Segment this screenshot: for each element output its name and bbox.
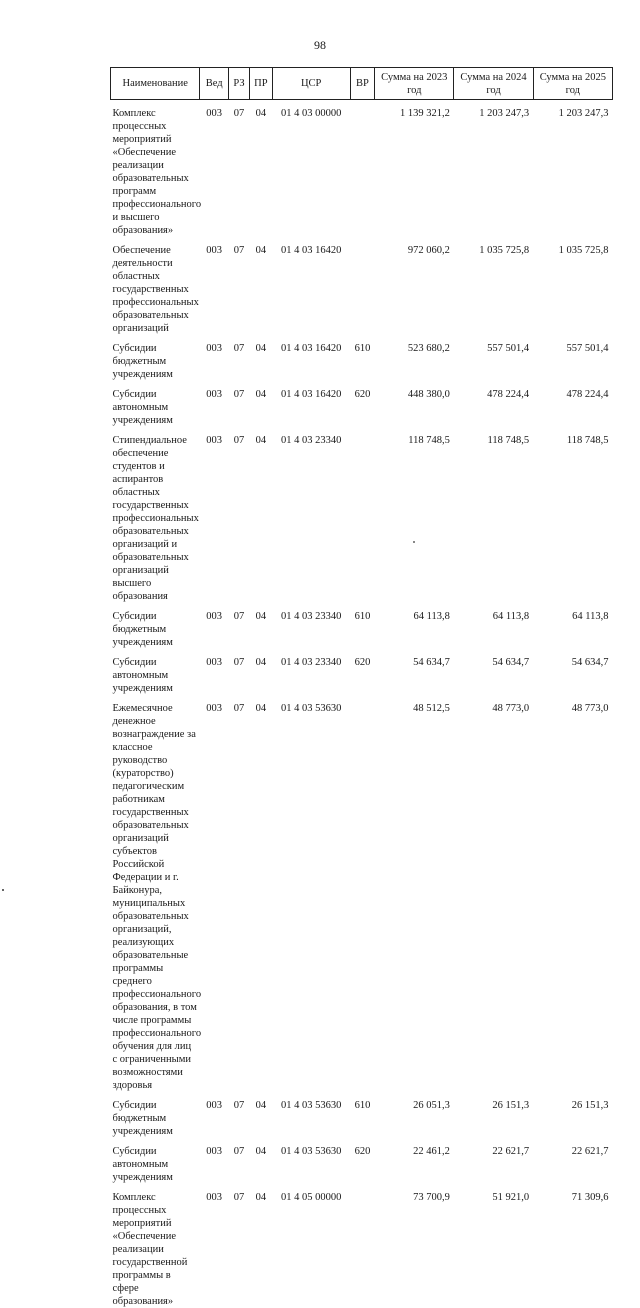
row-csr: 01 4 03 16420 bbox=[280, 245, 342, 256]
row-sum-2024: 54 634,7 bbox=[492, 657, 530, 668]
row-sum-2024: 51 921,0 bbox=[492, 1192, 530, 1203]
table-row bbox=[111, 610, 613, 649]
row-vr bbox=[350, 107, 374, 237]
table-row bbox=[111, 702, 613, 1092]
row-sum-2023: 1 139 321,2 bbox=[400, 108, 450, 119]
row-sum-2024: 48 773,0 bbox=[492, 703, 530, 714]
row-ved: 003 bbox=[206, 703, 223, 714]
row-ved: 003 bbox=[206, 108, 223, 119]
row-ved: 003 bbox=[206, 1100, 223, 1111]
row-name: Субсидии автономным учреждениям bbox=[112, 657, 173, 694]
table-row bbox=[111, 434, 613, 603]
row-csr: 01 4 03 00000 bbox=[280, 108, 342, 119]
row-name: Обеспечение деятельности областных государственных профессиональных образовательных организаций bbox=[112, 245, 199, 334]
row-csr: 01 4 05 00000 bbox=[280, 1192, 342, 1203]
row-sum-2023: 523 680,2 bbox=[407, 343, 450, 354]
row-sum-2024: 118 748,5 bbox=[487, 435, 530, 446]
row-sum-2023: 448 380,0 bbox=[407, 389, 450, 400]
row-sum-2024: 26 151,3 bbox=[492, 1100, 530, 1111]
row-csr: 01 4 03 16420 bbox=[280, 343, 342, 354]
budget-table bbox=[110, 67, 613, 1308]
row-name: Стипендиальное обеспечение студентов и аспирантов областных государственных профессиональных образовательных организаций и образовательных организаций высшего образования bbox=[112, 435, 199, 602]
row-sum-2023: 22 461,2 bbox=[413, 1146, 450, 1157]
row-sum-2024: 22 621,7 bbox=[492, 1146, 530, 1157]
row-name: Субсидии бюджетным учреждениям bbox=[112, 343, 173, 380]
row-sum-2023: 64 113,8 bbox=[413, 611, 450, 622]
row-sum-2025: 48 773,0 bbox=[571, 703, 609, 714]
row-rz: 07 bbox=[233, 703, 245, 714]
row-ved: 003 bbox=[206, 657, 223, 668]
row-vr bbox=[350, 1191, 374, 1308]
row-pr: 04 bbox=[255, 657, 267, 668]
row-pr: 04 bbox=[255, 435, 267, 446]
row-sum-2024: 1 203 247,3 bbox=[479, 108, 530, 119]
header-ved: Вед bbox=[200, 68, 228, 100]
row-rz: 07 bbox=[233, 245, 245, 256]
row-rz: 07 bbox=[233, 1100, 245, 1111]
row-vr: 620 bbox=[354, 389, 371, 400]
table-row bbox=[111, 244, 613, 335]
row-ved: 003 bbox=[206, 435, 223, 446]
header-row bbox=[111, 68, 613, 100]
row-pr: 04 bbox=[255, 1146, 267, 1157]
table-row bbox=[111, 388, 613, 427]
row-sum-2025: 557 501,4 bbox=[566, 343, 609, 354]
row-pr: 04 bbox=[255, 245, 267, 256]
row-name: Субсидии автономным учреждениям bbox=[112, 389, 173, 426]
row-rz: 07 bbox=[233, 435, 245, 446]
table-row bbox=[111, 656, 613, 695]
row-csr: 01 4 03 23340 bbox=[280, 657, 342, 668]
row-pr: 04 bbox=[255, 703, 267, 714]
row-sum-2024: 64 113,8 bbox=[492, 611, 530, 622]
row-sum-2025: 26 151,3 bbox=[571, 1100, 609, 1111]
header-pr: ПР bbox=[250, 68, 272, 100]
scan-speck bbox=[413, 541, 415, 543]
header-csr: ЦСР bbox=[272, 68, 350, 100]
row-name: Субсидии бюджетным учреждениям bbox=[112, 611, 173, 648]
header-2023: Сумма на 2023 год bbox=[375, 68, 454, 100]
row-vr: 610 bbox=[354, 1100, 371, 1111]
row-name: Комплекс процессных мероприятий «Обеспечение реализации государственной программы в сфере образования» bbox=[112, 1192, 188, 1307]
row-csr: 01 4 03 16420 bbox=[280, 389, 342, 400]
row-pr: 04 bbox=[255, 611, 267, 622]
row-rz: 07 bbox=[233, 611, 245, 622]
page-number: 98 bbox=[314, 38, 326, 52]
row-pr: 04 bbox=[255, 108, 267, 119]
row-name: Субсидии автономным учреждениям bbox=[112, 1146, 173, 1183]
row-sum-2023: 972 060,2 bbox=[407, 245, 450, 256]
row-sum-2024: 1 035 725,8 bbox=[479, 245, 530, 256]
row-ved: 003 bbox=[206, 389, 223, 400]
row-csr: 01 4 03 23340 bbox=[280, 611, 342, 622]
row-ved: 003 bbox=[206, 1146, 223, 1157]
header-vr: ВР bbox=[350, 68, 374, 100]
row-rz: 07 bbox=[233, 108, 245, 119]
row-pr: 04 bbox=[255, 343, 267, 354]
row-rz: 07 bbox=[233, 343, 245, 354]
row-vr: 620 bbox=[354, 1146, 371, 1157]
row-vr bbox=[350, 434, 374, 603]
row-sum-2025: 118 748,5 bbox=[566, 435, 609, 446]
row-rz: 07 bbox=[233, 389, 245, 400]
table-row bbox=[111, 1099, 613, 1138]
row-sum-2024: 557 501,4 bbox=[487, 343, 530, 354]
row-name: Субсидии бюджетным учреждениям bbox=[112, 1100, 173, 1137]
table-row bbox=[111, 342, 613, 381]
row-sum-2025: 478 224,4 bbox=[566, 389, 609, 400]
scan-speck bbox=[2, 889, 4, 891]
row-sum-2023: 48 512,5 bbox=[413, 703, 450, 714]
row-csr: 01 4 03 53630 bbox=[280, 1146, 342, 1157]
table-row bbox=[111, 1191, 613, 1308]
row-ved: 003 bbox=[206, 245, 223, 256]
table-row bbox=[111, 1145, 613, 1184]
row-sum-2025: 64 113,8 bbox=[572, 611, 609, 622]
header-2024: Сумма на 2024 год bbox=[454, 68, 533, 100]
row-rz: 07 bbox=[233, 1146, 245, 1157]
row-vr: 610 bbox=[354, 611, 371, 622]
row-name: Ежемесячное денежное вознаграждение за классное руководство (кураторство) педагогическим работникам государственных образовательных организаций субъектов Российской Федерации и г. Байконура, муниципальных образовательных организаций, реализующих образовательные программы среднего профессионального образования, в том числе программы профессионального обучения для лиц с ограниченными возможностями здоровья bbox=[112, 703, 202, 1091]
row-sum-2025: 1 203 247,3 bbox=[558, 108, 609, 119]
row-vr bbox=[350, 244, 374, 335]
row-csr: 01 4 03 23340 bbox=[280, 435, 342, 446]
row-vr: 620 bbox=[354, 657, 371, 668]
row-sum-2025: 1 035 725,8 bbox=[558, 245, 609, 256]
row-sum-2025: 71 309,6 bbox=[571, 1192, 609, 1203]
row-sum-2023: 54 634,7 bbox=[413, 657, 450, 668]
row-pr: 04 bbox=[255, 1192, 267, 1203]
row-sum-2023: 118 748,5 bbox=[408, 435, 450, 446]
row-ved: 003 bbox=[206, 1192, 223, 1203]
header-2025: Сумма на 2025 год bbox=[533, 68, 612, 100]
row-csr: 01 4 03 53630 bbox=[280, 1100, 342, 1111]
row-rz: 07 bbox=[233, 1192, 245, 1203]
row-sum-2025: 54 634,7 bbox=[571, 657, 609, 668]
header-rz: РЗ bbox=[228, 68, 249, 100]
row-pr: 04 bbox=[255, 389, 267, 400]
row-vr bbox=[350, 702, 374, 1092]
row-ved: 003 bbox=[206, 343, 223, 354]
row-name: Комплекс процессных мероприятий «Обеспечение реализации образовательных программ профессионального и высшего образования» bbox=[112, 108, 202, 236]
row-vr: 610 bbox=[354, 343, 371, 354]
row-sum-2023: 26 051,3 bbox=[413, 1100, 450, 1111]
row-csr: 01 4 03 53630 bbox=[280, 703, 342, 714]
row-ved: 003 bbox=[206, 611, 223, 622]
row-rz: 07 bbox=[233, 657, 245, 668]
row-sum-2024: 478 224,4 bbox=[487, 389, 530, 400]
header-name: Наименование bbox=[111, 68, 200, 100]
row-pr: 04 bbox=[255, 1100, 267, 1111]
row-sum-2025: 22 621,7 bbox=[571, 1146, 609, 1157]
table-row bbox=[111, 107, 613, 237]
row-sum-2023: 73 700,9 bbox=[413, 1192, 450, 1203]
